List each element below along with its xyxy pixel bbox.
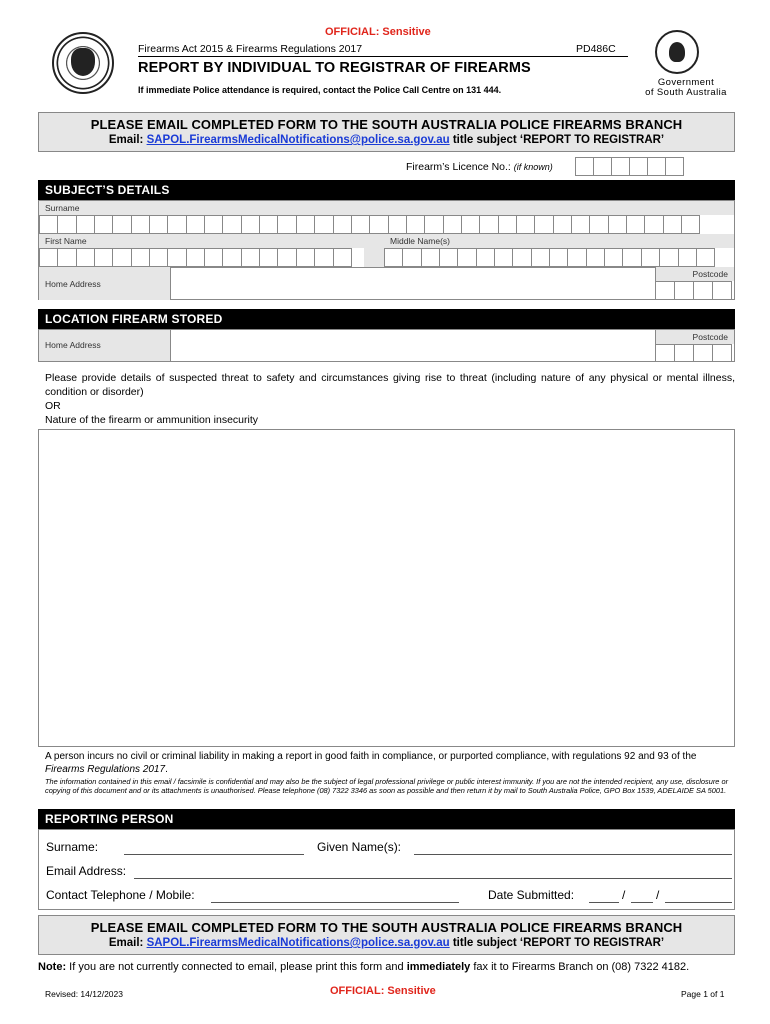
classification-marking-footer: OFFICIAL: Sensitive: [330, 985, 436, 997]
gov-line-2: of South Australia: [645, 87, 727, 98]
sapol-crest-logo: [52, 32, 114, 94]
middle-names-field[interactable]: [384, 248, 714, 267]
email-suffix: title subject ‘REPORT TO REGISTRAR’: [449, 134, 665, 146]
rp-given-field[interactable]: [414, 854, 732, 855]
rp-surname-field[interactable]: [124, 854, 304, 855]
licence-label: [406, 161, 553, 173]
note-label: Note:: [38, 961, 67, 973]
page-number: Page 1 of 1: [681, 989, 725, 999]
government-sa-logo: [655, 30, 699, 74]
licence-label-text: Firearm’s Licence No.:: [406, 161, 514, 173]
licence-number-field[interactable]: [575, 157, 683, 176]
rp-date-sep-1: /: [622, 888, 626, 902]
postcode-label: Postcode: [655, 267, 734, 281]
section-reporting-person: REPORTING PERSON: [38, 809, 735, 829]
rp-email-field[interactable]: [134, 878, 732, 879]
postcode-field[interactable]: [655, 281, 731, 300]
rp-date-year[interactable]: [665, 902, 732, 903]
banner-email-line: [39, 134, 734, 146]
subject-details-box: [38, 200, 735, 300]
surname-field[interactable]: [39, 215, 699, 234]
rp-given-label: Given Name(s):: [317, 840, 402, 854]
middle-names-label: Middle Name(s): [384, 234, 734, 248]
liability-end: .: [165, 764, 168, 775]
note-fax-number: fax it to Firearms Branch on (08) 7322 4182.: [470, 961, 690, 973]
location-postcode-field[interactable]: [655, 344, 731, 362]
police-attendance-note: If immediate Police attendance is required, contact the Police Call Centre on 131 444.: [138, 85, 502, 95]
banner-heading: PLEASE EMAIL COMPLETED FORM TO THE SOUTH AUSTRALIA POLICE FIREARMS BRANCH: [90, 117, 683, 132]
surname-label: Surname: [39, 201, 734, 215]
classification-marking: OFFICIAL: Sensitive: [325, 26, 431, 38]
liability-text: A person incurs no civil or criminal liability in making a report in good faith in compliance, or purported compliance, with regulations 92 and 93 of the: [45, 751, 697, 762]
location-box: [38, 329, 735, 362]
email-suffix-bottom: title subject ‘REPORT TO REGISTRAR’: [449, 937, 665, 949]
licence-hint: (if known): [513, 162, 553, 172]
email-instructions-banner: [38, 112, 735, 152]
revised-date: Revised: 14/12/2023: [45, 989, 123, 999]
section-subject-details: SUBJECT’S DETAILS: [38, 180, 735, 200]
fax-note: [38, 961, 738, 973]
liability-regulations: Firearms Regulations 2017: [45, 764, 166, 775]
reporting-person-box: [38, 829, 735, 910]
details-instruction: Please provide details of suspected threat to safety and circumstances giving rise to threat (including nature of any physical or mental illness, condition or disorder): [45, 372, 735, 398]
email-prefix-bottom: Email:: [108, 937, 147, 949]
rp-surname-label: Surname:: [46, 840, 99, 854]
liability-statement: [45, 750, 735, 776]
home-address-label: Home Address: [39, 267, 170, 300]
email-instructions-banner-bottom: [38, 915, 735, 955]
rp-phone-label: Contact Telephone / Mobile:: [46, 888, 195, 902]
rp-date-label: Date Submitted:: [488, 888, 575, 902]
home-address-field[interactable]: [170, 267, 655, 300]
government-sa-wordmark: [636, 78, 736, 98]
details-textarea[interactable]: [38, 429, 735, 747]
rp-email-label: Email Address:: [46, 864, 127, 878]
first-name-field[interactable]: [39, 248, 351, 267]
location-address-field[interactable]: [170, 330, 655, 361]
gov-line-1: Government: [657, 77, 715, 88]
rp-phone-field[interactable]: [211, 902, 459, 903]
first-name-label: First Name: [39, 234, 734, 248]
email-link[interactable]: SAPOL.FirearmsMedicalNotifications@police.sa.gov.au: [146, 134, 450, 146]
note-text: If you are not currently connected to email, please print this form and: [66, 961, 407, 973]
details-or: OR: [45, 400, 61, 412]
banner-email-line-bottom: [39, 937, 734, 949]
section-location-firearm: LOCATION FIREARM STORED: [38, 309, 735, 329]
act-reference: Firearms Act 2015 & Firearms Regulations 2017: [138, 43, 628, 57]
note-immediately: immediately: [406, 961, 471, 973]
form-title: REPORT BY INDIVIDUAL TO REGISTRAR OF FIREARMS: [138, 60, 531, 76]
rp-date-day[interactable]: [589, 902, 619, 903]
location-address-label: Home Address: [39, 330, 170, 361]
details-nature: Nature of the firearm or ammunition insecurity: [45, 414, 258, 426]
form-number: PD486C: [576, 43, 616, 55]
location-postcode-label: Postcode: [655, 330, 734, 344]
rp-date-month[interactable]: [631, 902, 653, 903]
email-prefix: Email:: [108, 134, 147, 146]
email-link-bottom[interactable]: SAPOL.FirearmsMedicalNotifications@police.sa.gov.au: [146, 937, 450, 949]
banner-heading-bottom: PLEASE EMAIL COMPLETED FORM TO THE SOUTH AUSTRALIA POLICE FIREARMS BRANCH: [90, 920, 683, 935]
confidentiality-notice: The information contained in this email / facsimile is confidential and may also be the subject of legal professional privilege or public interest immunity. If you are not the intended recipient, any use, disclosure or copying of this document and or its attachments is unauthorised. Please telephone (08) 7322 3346 as soon as possible and then return it by mail to South Australia Police, GPO Box 1539, ADELAIDE SA 5001.: [45, 777, 729, 795]
rp-date-sep-2: /: [656, 888, 660, 902]
